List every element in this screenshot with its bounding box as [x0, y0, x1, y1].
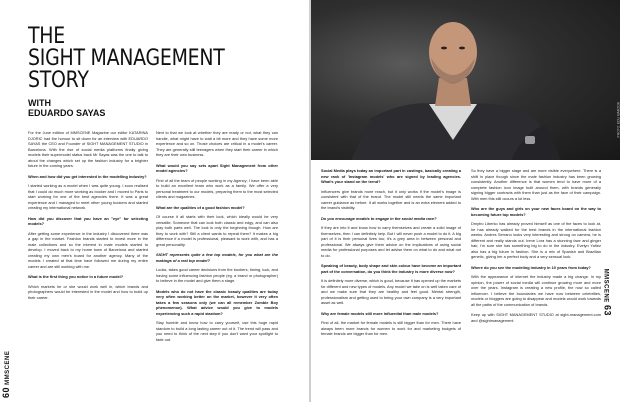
- headline-line-1: THE: [28, 24, 65, 49]
- body-paragraph: For the June edition of MMSCENE Magazine our editor KATARINA DJORIC had the honour to sit down for an interview with EDUARDO SAYAS the CEO and Founder of SIGHT MANAGEMENT STUDIO in Barcelona. With the rise of social media platforms finally giving models their supermodel status back Mr Sayas was the one to talk to about the changes which set up the fashion industry for a brighter future in the coming years.: [28, 130, 148, 168]
- body-paragraph: Which markets he or she would work well in, which brands and photographers would be interested in the model and how to build up their career.: [28, 283, 148, 300]
- body-paragraph: It is definitely more diverse, which is good, because it has opened up the markets for different and new types of models. Any model we take on is well taken care of and we make sure that they are healthy and feel good. Mental strength, professionalism and getting used to being your own company is a very important asset as well.: [321, 278, 461, 305]
- interview-question: Social Media plays today an important part in castings, basically creating a new rank of 'Instagram models' who are signed by leading agencies. What's your stand on the trend?: [321, 168, 461, 184]
- right-column-2: [471, 168, 601, 328]
- watch-shape: [525, 136, 535, 144]
- body-paragraph: So they have a bigger stage and are more visible everywhere. There is a shift in place though since the male fashion industry has been growing consistently. Another difference is that women tend to have more of a complete fashion icon image built around them, with brands generally signing bigger contracts with them than just as the face of their campaign. With men this still occurs a lot less.: [471, 168, 601, 201]
- subhead-line-2: EDUARDO SAYAS: [28, 108, 106, 118]
- body-paragraph: I started working as a model when I was quite young. I soon realised that I could do much more working as booker and I moved to Paris to start working for one of the best agencies there. It was a great experience and I managed to meet other young bookers and started creating my international network.: [28, 183, 148, 210]
- article-headline: [28, 26, 260, 92]
- interview-question: What is the first thing you notice in a future model?: [28, 274, 124, 279]
- left-magazine-name: MMSCENE: [5, 350, 11, 385]
- body-paragraph: Dmytro Liberko has already proved himself as one of the faces to look at, he has already walked for the best brands in the international fashion weeks. Andres Serrano looks very interesting and strong on camera, he is different and really stands out. Irene Lora has a stunning face and ginger hair, I'm sure she has something big to do in the industry. Evelyn Yañez also has a big future in fashion. She is a mix of Spanish and Brazilian genetic, giving her a perfect body and a very sensual look.: [471, 221, 601, 259]
- body-paragraph: Influencers give brands more reach, but it only works if the model's image is consistent with that of the brand. The model still needs the same important career guidance as before. It all works together and is an extra element added to the brand's visibility.: [321, 188, 461, 210]
- article-subhead: [28, 98, 105, 118]
- headline-line-3: STORY: [28, 68, 89, 93]
- interview-question: Speaking of beauty, body shape and skin colour have become an important part of the conversation, do you think the industry is more diverse now?: [321, 263, 461, 274]
- body-paragraph: Of course it all starts with their look, which ideally would be very versatile. Someone that can look both classic and edgy, and can also play both parts well. The look is only the beginning though. How are they to work with? Still a client wants to repeat them? It makes a big difference if a model is professional, pleasant to work with, and has a great personality.: [156, 214, 278, 247]
- interview-question: Models who do not have the classic beauty qualities are today very often working better on the market, however it very often takes a few seasons only (we can all remember Zombie Boy phenomenon). What advice would you give to models experiencing such a rapid stardom?: [156, 288, 278, 316]
- right-eye: [459, 47, 465, 50]
- body-paragraph: First of all the team of people working in my Agency; I have been able to build an excellent team who work as a family. We offer a very personal treatment to our models, preparing them to the most selected clients and magazines.: [156, 177, 278, 199]
- left-page-number: 60: [1, 386, 11, 398]
- interview-question: Who are the guys and girls on your new faces board on the way to becoming future top models?: [471, 206, 601, 217]
- right-page: [311, 0, 620, 402]
- subhead-line-1: WITH: [28, 98, 51, 108]
- left-folio: [1, 351, 11, 398]
- left-eye: [441, 47, 447, 50]
- body-paragraph: Looks, takes good career decisions from the bookers, timing, luck, and having some influencing fashion people (eg. a brand or photographer) to believe in the model and give them a stage.: [156, 267, 278, 283]
- left-column-1: [28, 130, 148, 305]
- body-paragraph: Next to that we look at whether they are ready or not, what they can handle, what might have to wait a bit more and they have some more experience and so on. Those choices are critical in a model's career. They are generally still teenagers when they start their career in which they are their own business.: [156, 130, 278, 157]
- body-paragraph: If they are into it and know how to carry themselves and create a solid image of themselves, then I can definitely help. But I will never push a model to do it. A big part of it is their personal lives too; it's a grey area in between personal and professional. We always give them advice on the implications of using social media for professional purposes and let advise them on what to do and what not to do.: [321, 225, 461, 258]
- body-paragraph: With the appearance of internet the industry made a big change. In my opinion, the power of social media will continue growing more and more over the years. Instagram is creating a new profile, the now so called influencer. I believe the boundaries we have now between celebrities, models or bloggers are going to disappear and models would work towards all the paths of the communication of brands.: [471, 274, 601, 307]
- body-paragraph: After getting some experience in the industry I discovered there was a gap in the market. Fashion brands started to invest more in the male collections and so the interest in male models started to develop. I moved back to my home town of Barcelona and started creating my own men's board for another agency. Many of the models I created at that time have followed me during my entire career and are still working with me.: [28, 230, 148, 269]
- body-paragraph: First of all, the market for female models is still bigger than for men. There have always been more brands for women to work for and marketing budgets of female brands are bigger than for men.: [321, 320, 461, 336]
- interview-question: What would you say sets apart Sight Management from other model agencies?: [156, 162, 278, 173]
- body-paragraph: Keep up with SIGHT MANAGEMENT STUDIO at sight-management.com and @sightmanagement: [471, 312, 601, 323]
- head-shape: [429, 22, 477, 82]
- right-page-number: 63: [602, 304, 612, 316]
- interview-question: Where do you see the modeling industry in 10 years from today?: [471, 264, 591, 270]
- portrait-figure: [311, 0, 620, 160]
- left-page: [0, 0, 309, 402]
- right-folio: [602, 269, 612, 316]
- interview-question: Do you encourage models to engage in the social media race?: [321, 215, 437, 221]
- photo-credit: PHOTO: EDU MARZOA: [616, 102, 620, 138]
- left-column-2: [156, 130, 278, 347]
- interview-question: What are the qualities of a good fashion model?: [156, 204, 245, 210]
- right-magazine-name: MMSCENE: [602, 268, 608, 303]
- interview-question: SIGHT represents quite a few top models, for you what are the makings of a real top model?: [156, 252, 278, 263]
- interview-question: When and how did you get interested in the modelling industry?: [28, 173, 147, 179]
- portrait-photo: [311, 0, 620, 160]
- right-column-1: [321, 168, 461, 342]
- body-paragraph: Stay humble and know how to carry yourself, use this huge rapid stardom to build a long lasting career out of it. The trend will pass and you need to think of the next step if you don't want your spotlight to fade out.: [156, 320, 278, 342]
- headline-line-2: SIGHT MANAGEMENT: [28, 46, 225, 71]
- interview-question: How did you discover that you have an "eye" for selecting models?: [28, 215, 148, 226]
- interview-question: Why are female models still more influential than male models?: [321, 310, 439, 316]
